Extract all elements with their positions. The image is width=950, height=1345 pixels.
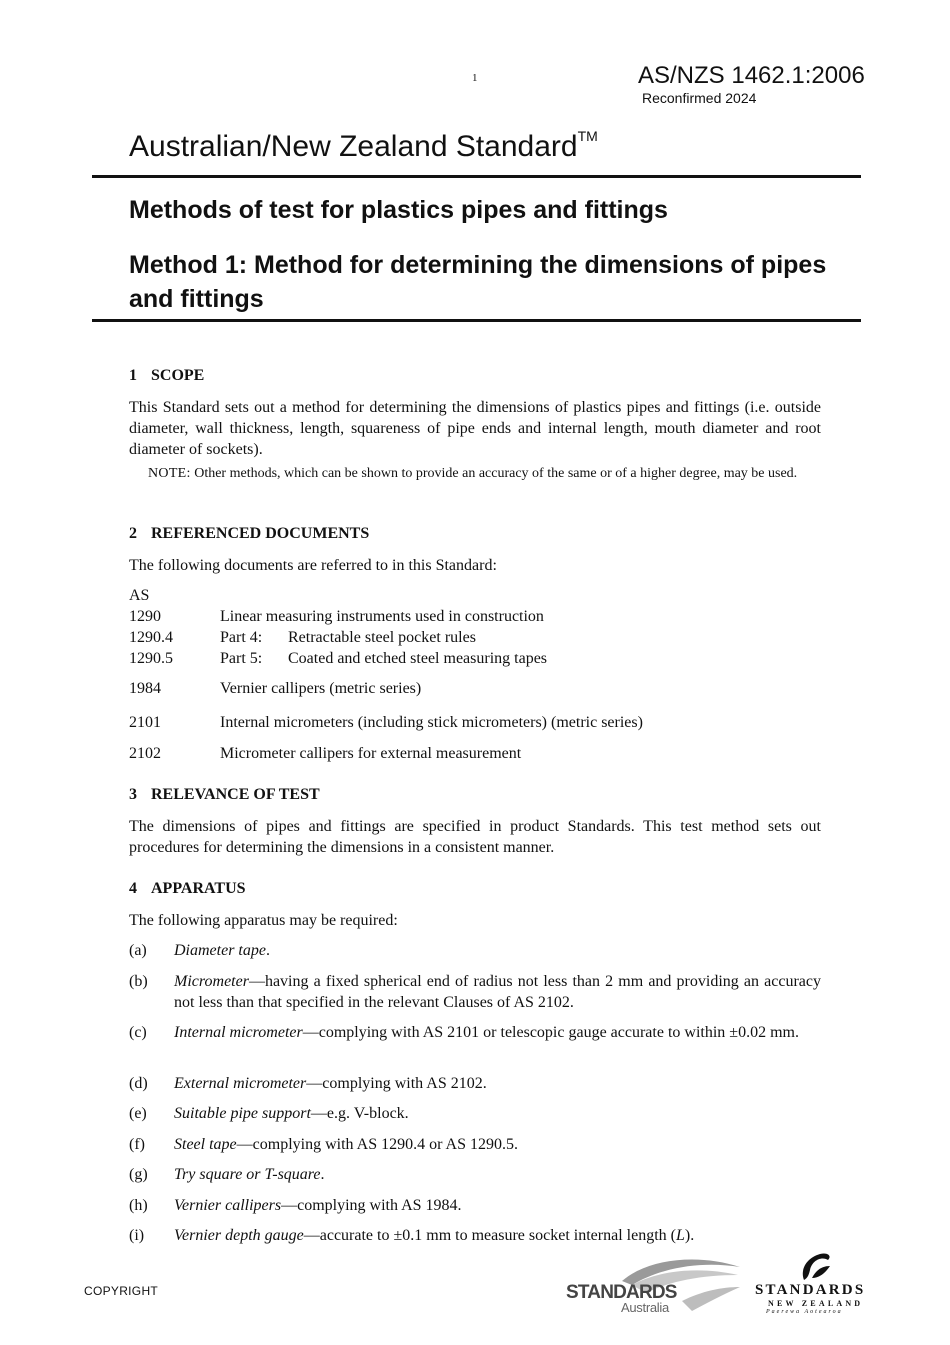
apparatus-item	[129, 971, 821, 1013]
item-text: .	[265, 942, 270, 959]
apparatus-item	[129, 1195, 821, 1216]
apparatus-item	[129, 1022, 821, 1043]
section-heading-references	[129, 525, 369, 543]
standards-nz-logo-motto: Paerewa Aotearoa	[766, 1309, 843, 1315]
item-text: —complying with AS 2101 or telescopic gauge accurate to within ±0.02 mm.	[302, 1024, 799, 1041]
reference-code: 1290.5	[129, 650, 173, 667]
standard-number: AS/NZS 1462.1:2006	[638, 62, 865, 89]
scope-note	[148, 464, 821, 484]
item-label: (i)	[129, 1227, 145, 1244]
reference-code: 2101	[129, 714, 161, 731]
note-label: NOTE:	[148, 466, 191, 481]
apparatus-item	[129, 1134, 821, 1155]
copyright-notice: COPYRIGHT	[84, 1284, 159, 1298]
section-title: SCOPE	[151, 367, 205, 384]
reference-code: 1290	[129, 608, 161, 625]
section-number: 2	[129, 525, 137, 542]
reference-prefix: AS	[129, 587, 150, 604]
reference-part: Part 4:	[220, 629, 263, 646]
section-heading-apparatus	[129, 880, 246, 898]
item-text: —complying with AS 2102.	[306, 1075, 487, 1092]
method-title: Method 1: Method for determining the dimensions of pipes and fittings	[129, 251, 827, 313]
reference-row	[129, 606, 544, 627]
item-text: .	[320, 1166, 325, 1183]
document-title: Methods of test for plastics pipes and fittings	[129, 196, 668, 224]
section-number: 4	[129, 880, 137, 897]
section-title: RELEVANCE OF TEST	[151, 786, 320, 803]
item-name: Suitable pipe support	[174, 1105, 311, 1122]
top-rule	[92, 175, 861, 178]
standards-australia-logo-text: STANDARDS	[566, 1282, 677, 1303]
item-text: —accurate to ±0.1 mm to measure socket internal length (	[303, 1227, 676, 1244]
item-label: (e)	[129, 1105, 147, 1122]
section-title: APPARATUS	[151, 880, 246, 897]
reference-code: 2102	[129, 745, 161, 762]
section-number: 3	[129, 786, 137, 803]
item-name: Try square or T-square	[174, 1166, 321, 1183]
reference-row	[129, 712, 643, 733]
reconfirmed-date: Reconfirmed 2024	[642, 90, 757, 106]
relevance-paragraph: The dimensions of pipes and fittings are specified in product Standards. This test method sets out procedures for determining the dimensions in a consistent manner.	[129, 818, 821, 856]
item-name: Diameter tape	[174, 942, 266, 959]
item-variable: L	[675, 1227, 685, 1244]
item-label: (b)	[129, 973, 148, 990]
standards-australia-logo-sub: Australia	[621, 1300, 669, 1315]
standards-nz-logo-sub: NEW ZEALAND	[768, 1299, 864, 1308]
reference-title: Micrometer callipers for external measurement	[220, 745, 522, 762]
reference-title: Retractable steel pocket rules	[288, 629, 476, 646]
reference-row	[129, 627, 476, 648]
item-label: (d)	[129, 1075, 148, 1092]
reference-title: Linear measuring instruments used in construction	[220, 608, 544, 625]
item-text-tail: ).	[684, 1227, 695, 1244]
reference-row	[129, 678, 421, 699]
standard-type	[129, 130, 598, 164]
reference-title: Internal micrometers (including stick micrometers) (metric series)	[220, 714, 643, 731]
apparatus-item	[129, 1103, 821, 1124]
apparatus-item	[129, 1164, 821, 1185]
item-label: (g)	[129, 1166, 148, 1183]
item-text: —complying with AS 1290.4 or AS 1290.5.	[236, 1136, 518, 1153]
references-intro: The following documents are referred to in this Standard:	[129, 557, 497, 574]
section-number: 1	[129, 367, 137, 384]
reference-row	[129, 648, 547, 669]
apparatus-intro: The following apparatus may be required:	[129, 912, 398, 929]
reference-part: Part 5:	[220, 650, 263, 667]
section-heading-scope	[129, 367, 204, 385]
trademark-mark: TM	[577, 128, 598, 144]
item-text: —having a fixed spherical end of radius not less than 2 mm and providing an accuracy not less than that specified in the relevant Clauses of AS 2102.	[174, 973, 821, 1011]
scope-paragraph: This Standard sets out a method for determining the dimensions of plastics pipes and fittings (i.e. outside diameter, wall thickness, length, squareness of pipe ends and internal length, mouth diameter and root diameter of sockets).	[129, 399, 821, 458]
item-name: Micrometer	[174, 973, 249, 990]
reference-code: 1290.4	[129, 629, 173, 646]
standards-nz-mark-icon	[798, 1252, 832, 1282]
item-name: Vernier depth gauge	[174, 1227, 304, 1244]
section-heading-relevance	[129, 786, 320, 804]
standard-type-label: Australian/New Zealand Standard	[129, 130, 578, 163]
item-name: External micrometer	[174, 1075, 307, 1092]
reference-title: Vernier callipers (metric series)	[220, 680, 422, 697]
apparatus-item	[129, 1225, 821, 1246]
item-text: —complying with AS 1984.	[281, 1197, 462, 1214]
reference-row	[129, 743, 521, 764]
note-text: Other methods, which can be shown to provide an accuracy of the same or of a higher degree, may be used.	[194, 466, 798, 481]
item-name: Internal micrometer	[174, 1024, 303, 1041]
title-bottom-rule	[92, 319, 861, 322]
item-label: (f)	[129, 1136, 145, 1153]
reference-code: 1984	[129, 680, 161, 697]
apparatus-item	[129, 940, 821, 961]
item-name: Vernier callipers	[174, 1197, 282, 1214]
item-name: Steel tape	[174, 1136, 237, 1153]
standards-nz-logo-text: STANDARDS	[755, 1282, 866, 1298]
reference-title: Coated and etched steel measuring tapes	[288, 650, 548, 667]
item-label: (c)	[129, 1024, 147, 1041]
item-label: (h)	[129, 1197, 148, 1214]
apparatus-item	[129, 1073, 821, 1094]
section-title: REFERENCED DOCUMENTS	[151, 525, 370, 542]
page-number: 1	[472, 72, 478, 84]
item-text: —e.g. V-block.	[310, 1105, 409, 1122]
item-label: (a)	[129, 942, 147, 959]
